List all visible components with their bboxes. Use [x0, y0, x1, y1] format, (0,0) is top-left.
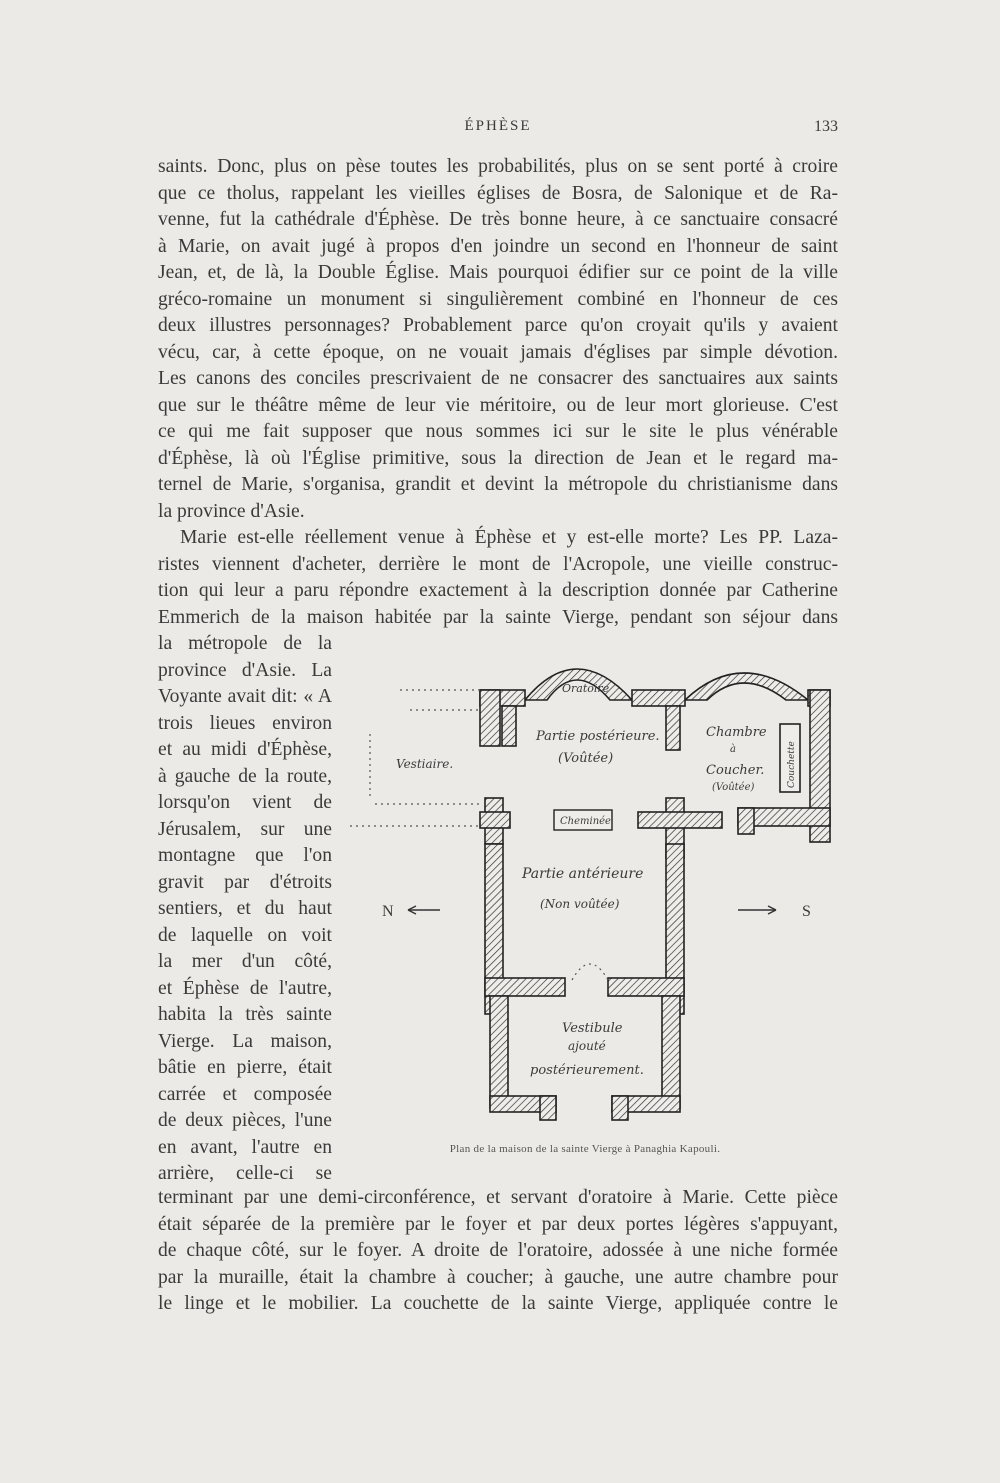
text-line: Jean, et, de là, la Double Église. Mais pourquoi édifier sur ce point de la ville — [158, 262, 838, 283]
label-vestiaire: Vestiaire. — [396, 757, 454, 771]
label-vestibule: Vestibule — [562, 1021, 623, 1036]
text-line: et au midi d'Éphèse, — [158, 739, 332, 760]
text-line: était séparée de la première par le foyer et par deux portes légères s'appuyant, — [158, 1213, 838, 1235]
page-number: 133 — [814, 118, 838, 135]
text-line: la mer d'un côté, — [158, 951, 332, 972]
text-line: de chaque côté, sur le foyer. A droite de l'oratoire, adossée à une niche formée — [158, 1240, 838, 1261]
text-line: arrière, celle-ci se — [158, 1163, 332, 1184]
text-line: Voyante avait dit: « A — [158, 686, 332, 707]
north-label: N — [382, 903, 394, 920]
label-voutee: (Voûtée) — [558, 751, 614, 766]
text-line: vécu, car, à cette époque, on ne vouait jamais d'églises par simple dévotion. — [158, 341, 838, 363]
text-block-bottom — [158, 1185, 838, 1318]
text-line: ristes viennent d'acheter, derrière le mont de l'Acropole, une vieille construc- — [158, 553, 838, 575]
running-head — [158, 118, 838, 142]
text-line: en avant, l'autre en — [158, 1136, 332, 1158]
text-line: gréco-romaine un monument si singulièrement combiné en l'honneur de ces — [158, 288, 838, 310]
text-line: montagne que l'on — [158, 845, 332, 866]
label-posterieurement: postérieurement. — [530, 1063, 644, 1078]
text-line: deux illustres personnages? Probablement parce qu'on croyait qu'ils y avaient — [158, 315, 838, 336]
label-couchette: Couchette — [787, 741, 797, 788]
floor-plan-figure — [340, 648, 860, 1138]
text-line: à Marie, on avait jugé à propos d'en joindre un second en l'honneur de saint — [158, 235, 838, 257]
text-line: carrée et composée — [158, 1083, 332, 1105]
text-line: à gauche de la route, — [158, 765, 332, 787]
text-line: saints. Donc, plus on pèse toutes les probabilités, plus on se sent porté à croire — [158, 156, 838, 177]
south-arrow-icon — [738, 906, 776, 914]
text-line: tion qui leur a paru répondre exactement à la description donnée par Catherine — [158, 580, 838, 601]
text-block-side — [158, 631, 332, 1188]
text-line: Les canons des conciles prescrivaient de ne consacrer des sanctuaires aux saints — [158, 368, 838, 389]
south-label: S — [802, 903, 811, 920]
label-oratoire: Oratoire — [562, 682, 610, 695]
label-ajoute: ajouté — [568, 1039, 606, 1053]
figure-caption: Plan de la maison de la sainte Vierge à Panaghia Kapouli. — [449, 1143, 721, 1155]
label-cheminee: Cheminée — [560, 816, 611, 827]
label-a: à — [730, 744, 736, 755]
text-line: Emmerich de la maison habitée par la sainte Vierge, pendant son séjour dans — [158, 606, 838, 628]
text-line: province d'Asie. La — [158, 659, 332, 681]
text-line: que sur le théâtre même de leur vie méritoire, ou de leur mort glorieuse. C'est — [158, 394, 838, 416]
text-line: ternel de Marie, s'organisa, grandit et devint la métropole du christianisme dans — [158, 474, 838, 495]
label-partie-posterieure: Partie postérieure. — [536, 729, 660, 744]
running-title: ÉPHÈSE — [464, 118, 532, 134]
text-line: terminant par une demi-circonférence, et servant d'oratoire à Marie. Cette pièce — [158, 1187, 838, 1208]
text-line: Vierge. La maison, — [158, 1030, 332, 1052]
label-non-voutee: (Non voûtée) — [540, 897, 620, 911]
label-coucher: Coucher. — [706, 763, 765, 778]
text-line: de laquelle on voit — [158, 924, 332, 946]
text-line: trois lieues environ — [158, 712, 332, 734]
plan-labels — [396, 682, 797, 1078]
text-line: habita la très sainte — [158, 1004, 332, 1025]
north-arrow-icon — [408, 906, 440, 914]
label-chambre: Chambre — [706, 725, 767, 740]
text-line: le linge et le mobilier. La couchette de la sainte Vierge, appliquée contre le — [158, 1293, 838, 1314]
text-line: Jérusalem, sur une — [158, 818, 332, 840]
text-line: de deux pièces, l'une — [158, 1110, 332, 1131]
text-line: lorsqu'on vient de — [158, 792, 332, 813]
label-partie-anterieure: Partie antérieure — [522, 866, 644, 882]
text-line: ce qui me fait supposer que nous sommes ici sur le site le plus vénérable — [158, 421, 838, 442]
text-line: Marie est-elle réellement venue à Éphèse et y est-elle morte? Les PP. Laza- — [180, 527, 838, 548]
label-voutee-small: (Voûtée) — [712, 782, 755, 793]
text-line: venne, fut la cathédrale d'Éphèse. De très bonne heure, à ce sanctuaire consacré — [158, 209, 838, 230]
text-line: gravit par d'étroits — [158, 871, 332, 893]
text-block-top — [158, 154, 838, 631]
text-line: et Éphèse de l'autre, — [158, 977, 332, 999]
text-line: d'Éphèse, là où l'Église primitive, sous la direction de Jean et le regard ma- — [158, 447, 838, 469]
text-line: sentiers, et du haut — [158, 898, 332, 919]
text-line: par la muraille, était la chambre à coucher; à gauche, une autre chambre pour — [158, 1266, 838, 1288]
text-line: bâtie en pierre, était — [158, 1057, 332, 1078]
text-line: que ce tholus, rappelant les vieilles églises de Bosra, de Salonique et de Ra- — [158, 182, 838, 204]
text-line: la province d'Asie. — [158, 500, 305, 522]
text-line: la métropole de la — [158, 633, 332, 654]
